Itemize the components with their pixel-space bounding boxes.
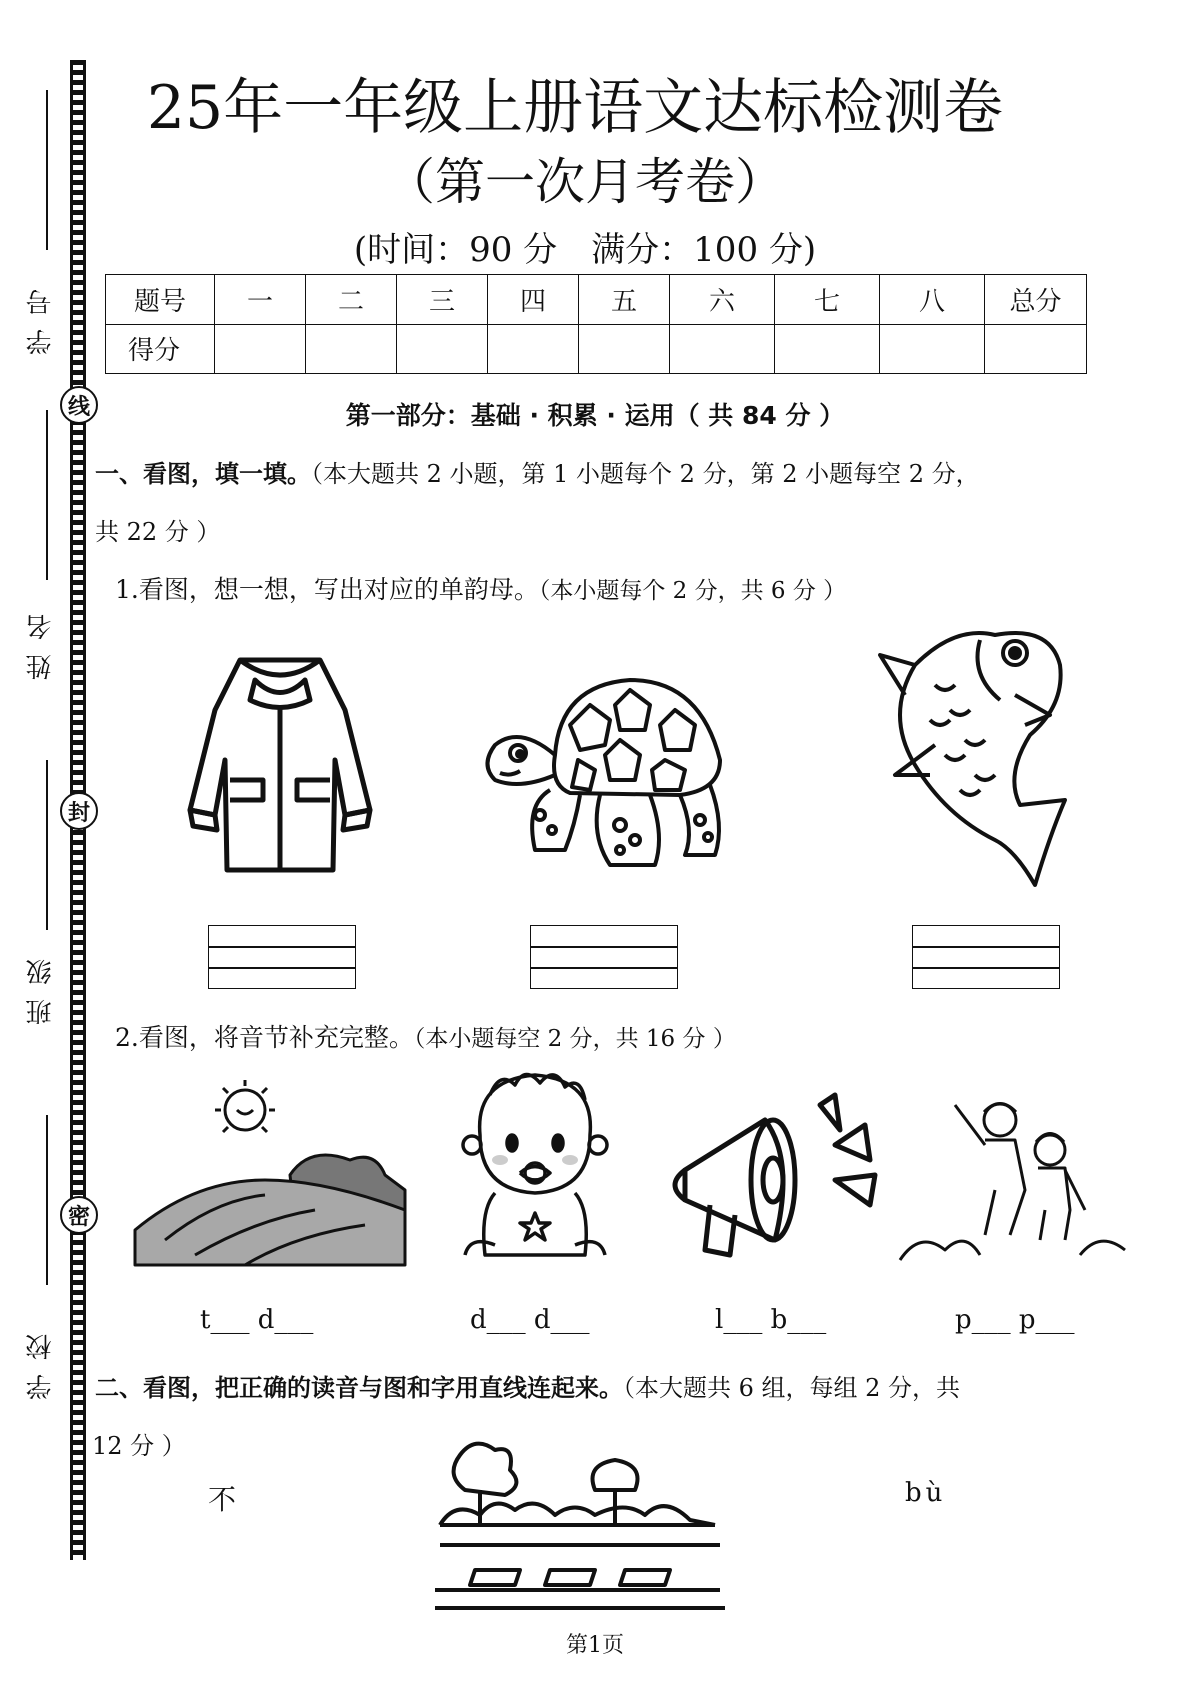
header-cell: 题号 xyxy=(106,275,215,325)
q2-text: 2.看图，将音节补充完整。 xyxy=(115,1023,414,1052)
score-table-score-row xyxy=(106,324,1087,374)
header-cell: 七 xyxy=(775,275,880,325)
side-line xyxy=(46,410,48,580)
score-cell[interactable] xyxy=(985,324,1087,374)
section1-note: （本大题共 2 小题，第 1 小题每个 2 分，第 2 小题每空 2 分， xyxy=(311,460,980,488)
score-cell[interactable] xyxy=(215,324,306,374)
header-cell: 总分 xyxy=(985,275,1087,325)
score-cell[interactable] xyxy=(397,324,488,374)
header-cell: 六 xyxy=(670,275,775,325)
score-cell[interactable] xyxy=(670,324,775,374)
syllable-blank[interactable]: p___ p___ xyxy=(955,1305,1075,1335)
baby-icon xyxy=(460,1065,610,1270)
score-cell[interactable] xyxy=(488,324,579,374)
score-cell[interactable] xyxy=(306,324,397,374)
section1-heading: 一、看图，填一填。 xyxy=(95,460,311,488)
seal-seal: 封 xyxy=(60,792,98,830)
turtle-icon xyxy=(480,665,730,870)
side-line xyxy=(46,760,48,930)
seal-secret: 密 xyxy=(60,1196,98,1234)
time-info: (时间：90 分 满分：100 分) xyxy=(353,230,817,270)
side-label-school: 学校 xyxy=(26,1320,56,1400)
page-title: 25年一年级上册语文达标检测卷 xyxy=(146,73,1004,143)
answer-box[interactable] xyxy=(208,925,356,989)
answer-box[interactable] xyxy=(530,925,678,989)
section2-heading: 二、看图，把正确的读音与图和字用直线连起来。 xyxy=(95,1374,623,1402)
header-cell: 八 xyxy=(880,275,985,325)
q2-note: （本小题每空 2 分，共 16 分 ） xyxy=(413,1026,736,1052)
megaphone-icon xyxy=(665,1090,885,1260)
side-line xyxy=(46,1115,48,1285)
match-character[interactable]: 不 xyxy=(208,1483,237,1516)
header-cell: 三 xyxy=(397,275,488,325)
section1-heading-line xyxy=(95,454,980,489)
side-label-class: 班级 xyxy=(26,945,56,1025)
climbers-icon xyxy=(900,1090,1125,1265)
score-table xyxy=(105,274,1087,374)
syllable-blank[interactable]: t___ d___ xyxy=(200,1305,314,1335)
q2-line xyxy=(115,1018,736,1054)
score-table-header-row xyxy=(106,275,1087,325)
road-icon[interactable] xyxy=(435,1430,725,1610)
syllable-blank[interactable]: d___ d___ xyxy=(470,1305,590,1335)
syllable-blank[interactable]: l___ b___ xyxy=(715,1305,827,1335)
seal-line: 线 xyxy=(60,386,98,424)
header-cell: 五 xyxy=(579,275,670,325)
score-row-label: 得分 xyxy=(106,324,215,374)
section2-heading-line xyxy=(95,1368,960,1403)
mountain-icon xyxy=(135,1080,405,1270)
fish-icon xyxy=(875,625,1075,895)
section2-note: （本大题共 6 组，每组 2 分，共 xyxy=(623,1374,961,1402)
header-cell: 二 xyxy=(306,275,397,325)
side-label-name: 姓名 xyxy=(26,600,56,680)
score-cell[interactable] xyxy=(775,324,880,374)
page-subtitle: （第一次月考卷） xyxy=(385,153,785,211)
section1-note-cont: 共 22 分 ） xyxy=(95,518,221,546)
q1-note: （本小题每个 2 分，共 6 分 ） xyxy=(538,578,847,604)
answer-box[interactable] xyxy=(912,925,1060,989)
score-cell[interactable] xyxy=(579,324,670,374)
header-cell: 四 xyxy=(488,275,579,325)
part1-heading: 第一部分：基础 · 积累 · 运用（ 共 84 分 ） xyxy=(345,401,845,430)
page-number: 第1页 xyxy=(566,1633,624,1658)
header-cell: 一 xyxy=(215,275,306,325)
match-pinyin[interactable]: bù xyxy=(905,1478,947,1508)
side-label-student-id: 学号 xyxy=(26,275,56,355)
coat-icon xyxy=(185,650,375,880)
q1-text: 1.看图，想一想，写出对应的单韵母。 xyxy=(115,575,539,604)
section2-note-cont: 12 分 ） xyxy=(92,1432,186,1460)
score-cell[interactable] xyxy=(880,324,985,374)
q1-line xyxy=(115,570,846,606)
